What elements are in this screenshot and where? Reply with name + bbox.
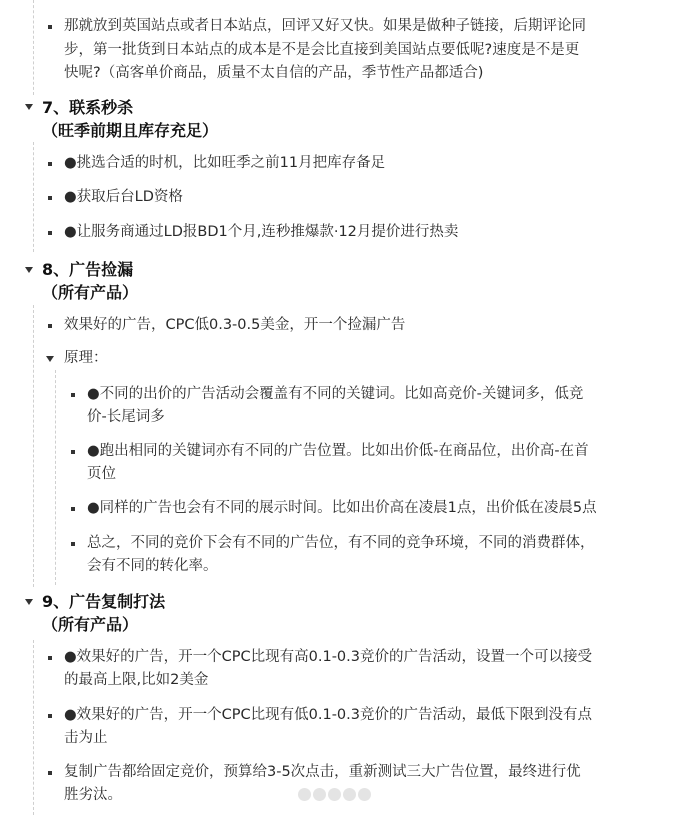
collapse-toggle-icon[interactable] — [46, 356, 54, 362]
list-item-text: 的最高上限,比如2美金 — [64, 672, 209, 688]
bullet-icon — [48, 162, 52, 166]
list-item-text: 步，第一批货到日本站点的成本是不是会比直接到美国站点要低呢?速度是不是更 — [64, 42, 580, 58]
section-subheading: （所有产品） — [42, 615, 139, 634]
bullet-icon — [48, 656, 52, 660]
list-item-text: 胜劣汰。 — [64, 787, 122, 803]
bullet-icon — [71, 507, 75, 511]
section-subheading: （所有产品） — [42, 283, 139, 302]
collapse-toggle-icon[interactable] — [25, 599, 33, 605]
list-item-text: 击为止 — [64, 730, 108, 746]
list-item-text: ●让服务商通过LD报BD1个月,连秒推爆款·12月提价进行热卖 — [64, 224, 459, 240]
list-item-text: 那就放到英国站点或者日本站点，回评又好又快。如果是做种子链接，后期评论同 — [64, 18, 586, 34]
section-heading: 7、联系秒杀 — [42, 98, 134, 117]
section-heading: 9、广告复制打法 — [42, 592, 166, 611]
list-item-text: 快呢?（高客单价商品，质量不太自信的产品，季节性产品都适合) — [64, 65, 484, 81]
loading-dot — [343, 788, 356, 801]
tree-guide-line — [55, 370, 56, 585]
loading-dot — [328, 788, 341, 801]
bullet-icon — [48, 196, 52, 200]
collapse-toggle-icon[interactable] — [25, 104, 33, 110]
loading-dot — [358, 788, 371, 801]
list-item-text: ●跑出相同的关键词亦有不同的广告位置。比如出价低-在商品位，出价高-在首 — [87, 443, 589, 459]
bullet-icon — [48, 231, 52, 235]
loading-dot — [313, 788, 326, 801]
bullet-icon — [48, 324, 52, 328]
loading-dot — [298, 788, 311, 801]
list-item-text: 原理： — [64, 350, 108, 366]
list-item-text: 会有不同的转化率。 — [87, 558, 218, 574]
tree-guide-line — [33, 640, 34, 815]
list-item-text: ●同样的广告也会有不同的展示时间。比如出价高在凌晨1点，出价低在凌晨5点 — [87, 500, 597, 516]
list-item-text: ●效果好的广告，开一个CPC比现有高0.1-0.3竞价的广告活动，设置一个可以接受 — [64, 649, 592, 665]
bullet-icon — [71, 542, 75, 546]
tree-guide-line — [33, 142, 34, 252]
tree-guide-line — [33, 0, 34, 95]
bullet-icon — [48, 714, 52, 718]
list-item-text: ●获取后台LD资格 — [64, 189, 183, 205]
bullet-icon — [48, 771, 52, 775]
collapse-toggle-icon[interactable] — [25, 267, 33, 273]
bullet-icon — [71, 450, 75, 454]
list-item-text: 页位 — [87, 466, 116, 482]
section-heading: 8、广告捡漏 — [42, 260, 134, 279]
list-item-text: 总之，不同的竞价下会有不同的广告位，有不同的竞争环境，不同的消费群体， — [87, 535, 595, 551]
list-item-text: 价-长尾词多 — [87, 409, 165, 425]
list-item-text: 复制广告都给固定竞价，预算给3-5次点击，重新测试三大广告位置，最终进行优 — [64, 764, 581, 780]
list-item-text: 效果好的广告，CPC低0.3-0.5美金，开一个捡漏广告 — [64, 317, 406, 333]
list-item-text: ●不同的出价的广告活动会覆盖有不同的关键词。比如高竞价-关键词多，低竞 — [87, 386, 584, 402]
list-item-text: ●挑选合适的时机，比如旺季之前11月把库存备足 — [64, 155, 386, 171]
list-item-text: ●效果好的广告，开一个CPC比现有低0.1-0.3竞价的广告活动，最低下限到没有点 — [64, 707, 592, 723]
section-subheading: （旺季前期且库存充足） — [42, 121, 219, 140]
bullet-icon — [71, 393, 75, 397]
bullet-icon — [48, 25, 52, 29]
loading-dots — [298, 788, 371, 801]
tree-guide-line — [33, 305, 34, 587]
